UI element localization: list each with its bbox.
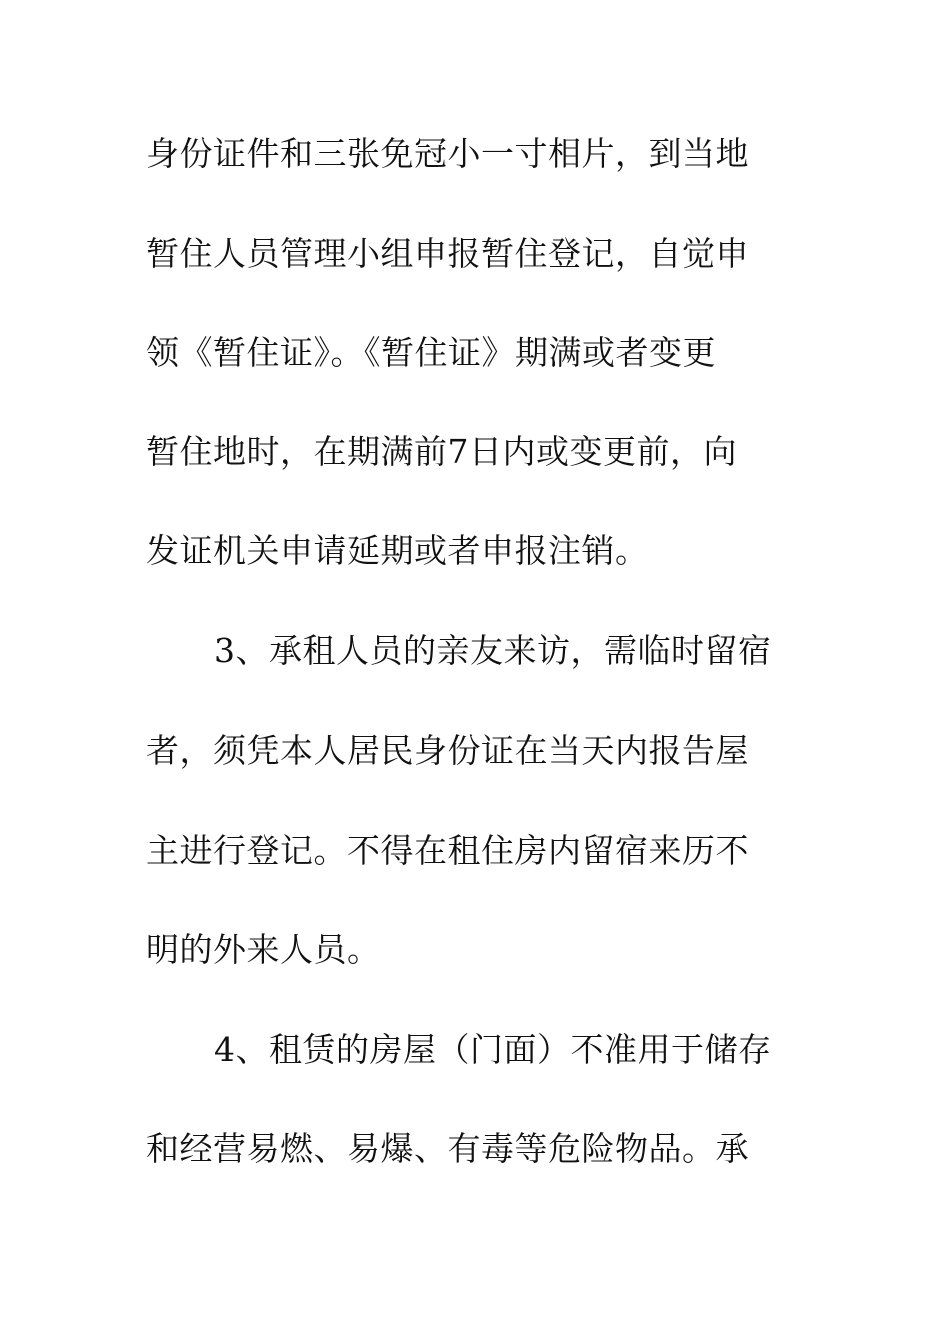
- text-line: 明的外来人员。: [146, 930, 381, 969]
- text-line: 领《暂住证》。《暂住证》期满或者变更: [146, 333, 716, 372]
- text-line: 暂住人员管理小组申报暂住登记，自觉申: [146, 234, 749, 273]
- paragraph-4-first-line: 4、租赁的房屋（门面）不准用于储存: [214, 1030, 772, 1069]
- text-line: 发证机关申请延期或者申报注销。: [146, 531, 649, 570]
- text-line: 者，须凭本人居民身份证在当天内报告屋: [146, 731, 749, 770]
- text-line: 和经营易燃、易爆、有毒等危险物品。承: [146, 1129, 749, 1168]
- paragraph-3-first-line: 3、承租人员的亲友来访，需临时留宿: [214, 631, 772, 670]
- text-line: 身份证件和三张免冠小一寸相片，到当地: [146, 134, 749, 173]
- text-line: 主进行登记。不得在租住房内留宿来历不: [146, 831, 749, 870]
- text-line: 暂住地时，在期满前7日内或变更前，向: [146, 432, 737, 471]
